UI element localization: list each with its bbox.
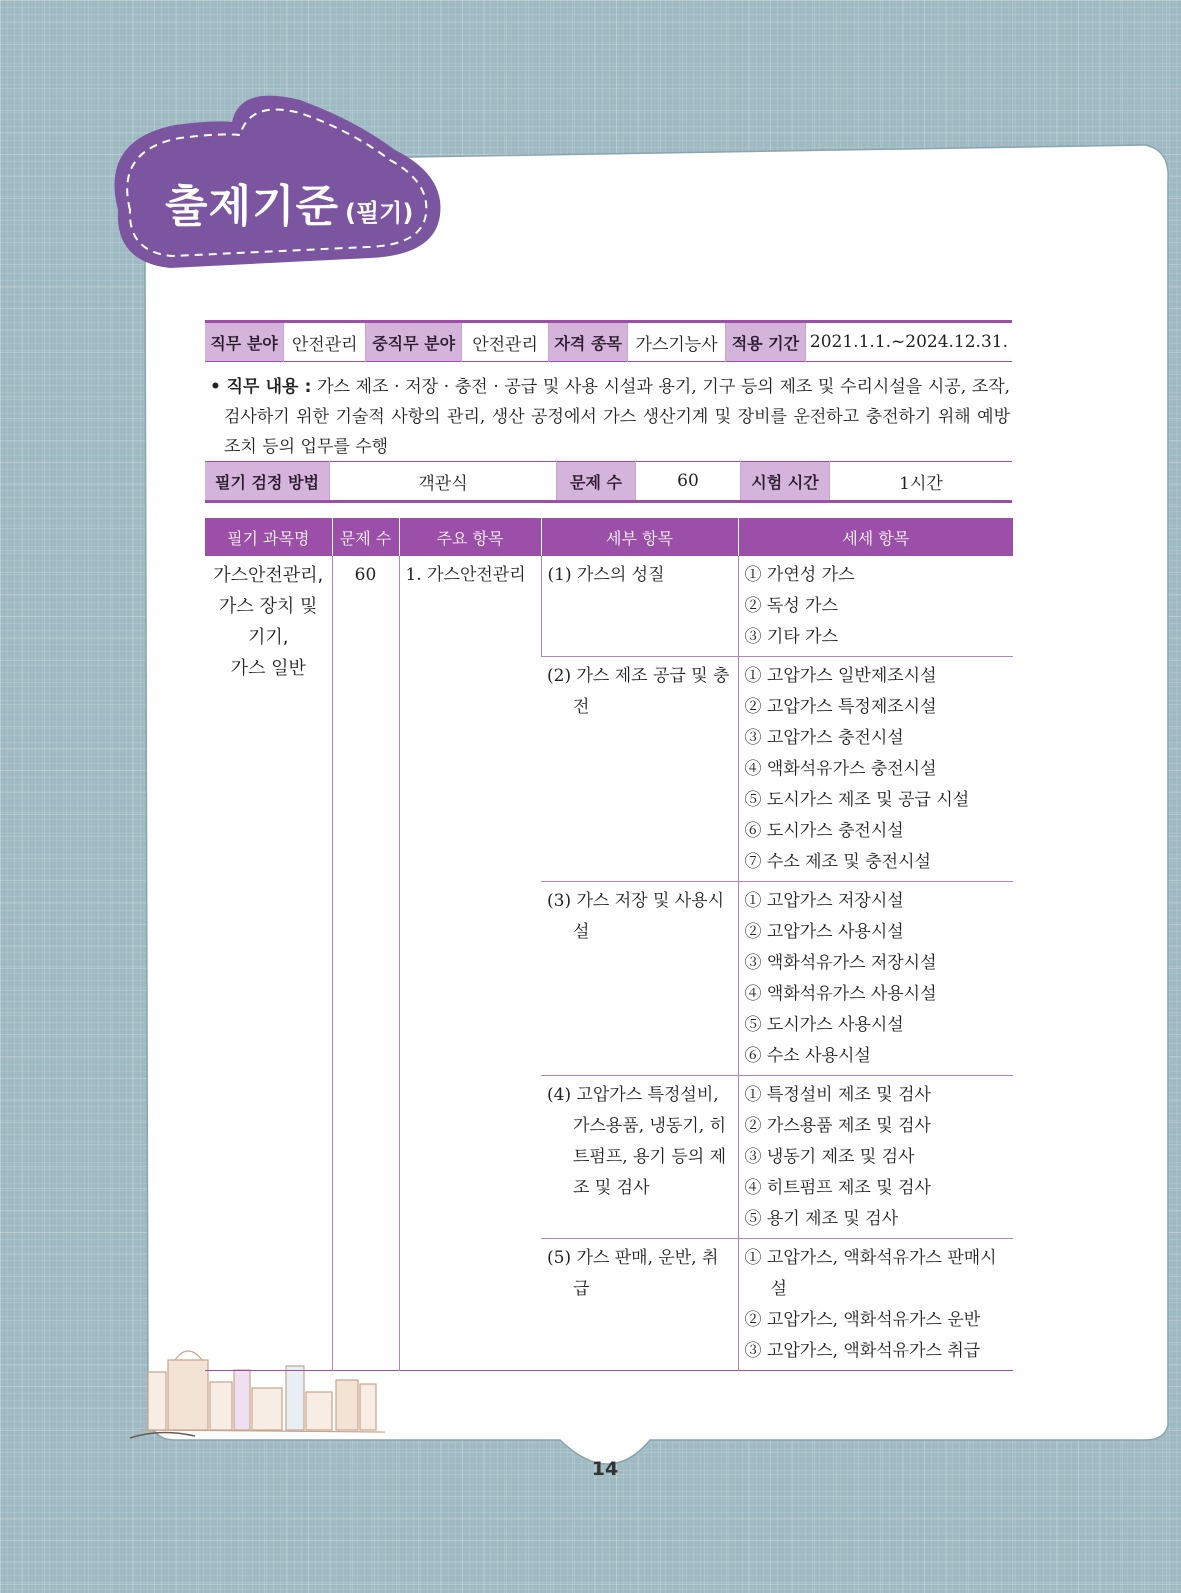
detail-item: ① 고압가스 일반제조시설 xyxy=(744,666,937,686)
syllabus-header-row xyxy=(205,518,1013,556)
detail-item: ② 고압가스 사용시설 xyxy=(744,922,904,942)
qualification-label: 자격 종목 xyxy=(549,322,628,362)
sub-item-text: (3) 가스 저장 및 사용시설 xyxy=(547,891,725,942)
method-value: 객관식 xyxy=(330,462,557,502)
detail-item: ③ 액화석유가스 저장시설 xyxy=(744,953,937,973)
question-count-label: 문제 수 xyxy=(557,462,636,502)
count-cell: 60 xyxy=(332,556,399,1371)
duty-bullet: • xyxy=(210,377,221,397)
header-major-item: 주요 항목 xyxy=(399,518,541,556)
page-number: 14 xyxy=(591,1458,619,1480)
subfield-value: 안전관리 xyxy=(461,322,548,362)
detail-item: ④ 히트펌프 제조 및 검사 xyxy=(744,1178,931,1198)
header-detail-item: 세세 항목 xyxy=(738,518,1013,556)
sub-item-cell xyxy=(541,1239,738,1371)
detail-item: ① 고압가스, 액화석유가스 판매시설 xyxy=(744,1248,997,1299)
exam-time-label: 시험 시간 xyxy=(741,462,830,502)
detail-item: ⑤ 도시가스 제조 및 공급 시설 xyxy=(744,790,970,810)
method-label: 필기 검정 방법 xyxy=(205,462,330,502)
detail-item: ② 고압가스 특정제조시설 xyxy=(744,697,937,717)
major-item-cell: 1. 가스안전관리 xyxy=(399,556,541,1371)
detail-item: ⑥ 수소 사용시설 xyxy=(744,1046,871,1066)
detail-item-cell xyxy=(738,1076,1013,1239)
title-sub: (필기) xyxy=(345,199,414,227)
duty-text: 가스 제조 · 저장 · 충전 · 공급 및 사용 시설과 용기, 기구 등의 제조 및 수리시설을 시공, 조작, 검사하기 위한 기술적 사항의 관리, 생산 공정에서 가스 생산기계 및 장비를 운전하고 충전하기 위해 예방조치 등의 업무를 수행 xyxy=(224,377,1011,457)
question-count-value: 60 xyxy=(636,462,741,502)
detail-item: ③ 고압가스, 액화석유가스 취급 xyxy=(744,1341,981,1361)
subject-line: 가스안전관리, xyxy=(213,565,324,586)
detail-item: ③ 고압가스 충전시설 xyxy=(744,728,904,748)
period-label: 적용 기간 xyxy=(725,322,805,362)
detail-item-cell xyxy=(738,882,1013,1076)
duty-paragraph xyxy=(210,372,1010,462)
detail-item: ① 고압가스 저장시설 xyxy=(744,891,904,911)
subject-cell xyxy=(205,556,332,1371)
detail-item-cell xyxy=(738,657,1013,882)
detail-item: ② 가스용품 제조 및 검사 xyxy=(744,1116,931,1136)
sub-item-cell xyxy=(541,882,738,1076)
detail-item: ⑤ 도시가스 사용시설 xyxy=(744,1015,904,1035)
qualification-value: 가스기능사 xyxy=(628,322,726,362)
detail-item: ④ 액화석유가스 사용시설 xyxy=(744,984,937,1004)
detail-item: ⑦ 수소 제조 및 충전시설 xyxy=(744,852,931,872)
detail-item-cell xyxy=(738,1239,1013,1371)
header-sub-item: 세부 항목 xyxy=(541,518,738,556)
sub-item-cell xyxy=(541,1076,738,1239)
syllabus-table xyxy=(205,518,1013,1371)
period-value: 2021.1.1.~2024.12.31. xyxy=(805,322,1012,362)
page-title xyxy=(165,170,413,234)
detail-item: ③ 냉동기 제조 및 검사 xyxy=(744,1147,915,1167)
detail-item: ⑤ 용기 제조 및 검사 xyxy=(744,1209,899,1229)
exam-info-table xyxy=(205,461,1012,503)
field-value: 안전관리 xyxy=(284,322,366,362)
duty-label: 직무 내용 : xyxy=(226,377,312,397)
detail-item: ② 고압가스, 액화석유가스 운반 xyxy=(744,1310,981,1330)
detail-item: ① 가연성 가스 xyxy=(744,565,855,585)
table-row xyxy=(205,556,1013,657)
sub-item-cell xyxy=(541,657,738,882)
sub-item-text: (4) 고압가스 특정설비, 가스용품, 냉동기, 히트펌프, 용기 등의 제조 및 검사 xyxy=(547,1085,726,1198)
detail-item: ⑥ 도시가스 충전시설 xyxy=(744,821,904,841)
exam-time-value: 1시간 xyxy=(830,462,1013,502)
duty-description xyxy=(210,372,1010,462)
sub-item-text: (5) 가스 판매, 운반, 취급 xyxy=(547,1248,719,1299)
sub-item-cell xyxy=(541,556,738,657)
title-main: 출제기준 xyxy=(165,181,340,232)
header-count: 문제 수 xyxy=(332,518,399,556)
header-subject: 필기 과목명 xyxy=(205,518,332,556)
detail-item: ① 특정설비 제조 및 검사 xyxy=(744,1085,931,1105)
subfield-label: 중직무 분야 xyxy=(366,322,462,362)
detail-item: ③ 기타 가스 xyxy=(744,627,838,647)
subject-line: 기기, xyxy=(248,627,289,648)
job-info-table xyxy=(205,320,1012,362)
sub-item-text: (1) 가스의 성질 xyxy=(547,565,665,585)
field-label: 직무 분야 xyxy=(205,322,284,362)
detail-item: ④ 액화석유가스 충전시설 xyxy=(744,759,937,779)
subject-line: 가스 장치 및 xyxy=(219,596,318,617)
subject-line: 가스 일반 xyxy=(230,658,306,679)
detail-item: ② 독성 가스 xyxy=(744,596,838,616)
sub-item-text: (2) 가스 제조 공급 및 충전 xyxy=(547,666,730,717)
detail-item-cell xyxy=(738,556,1013,657)
